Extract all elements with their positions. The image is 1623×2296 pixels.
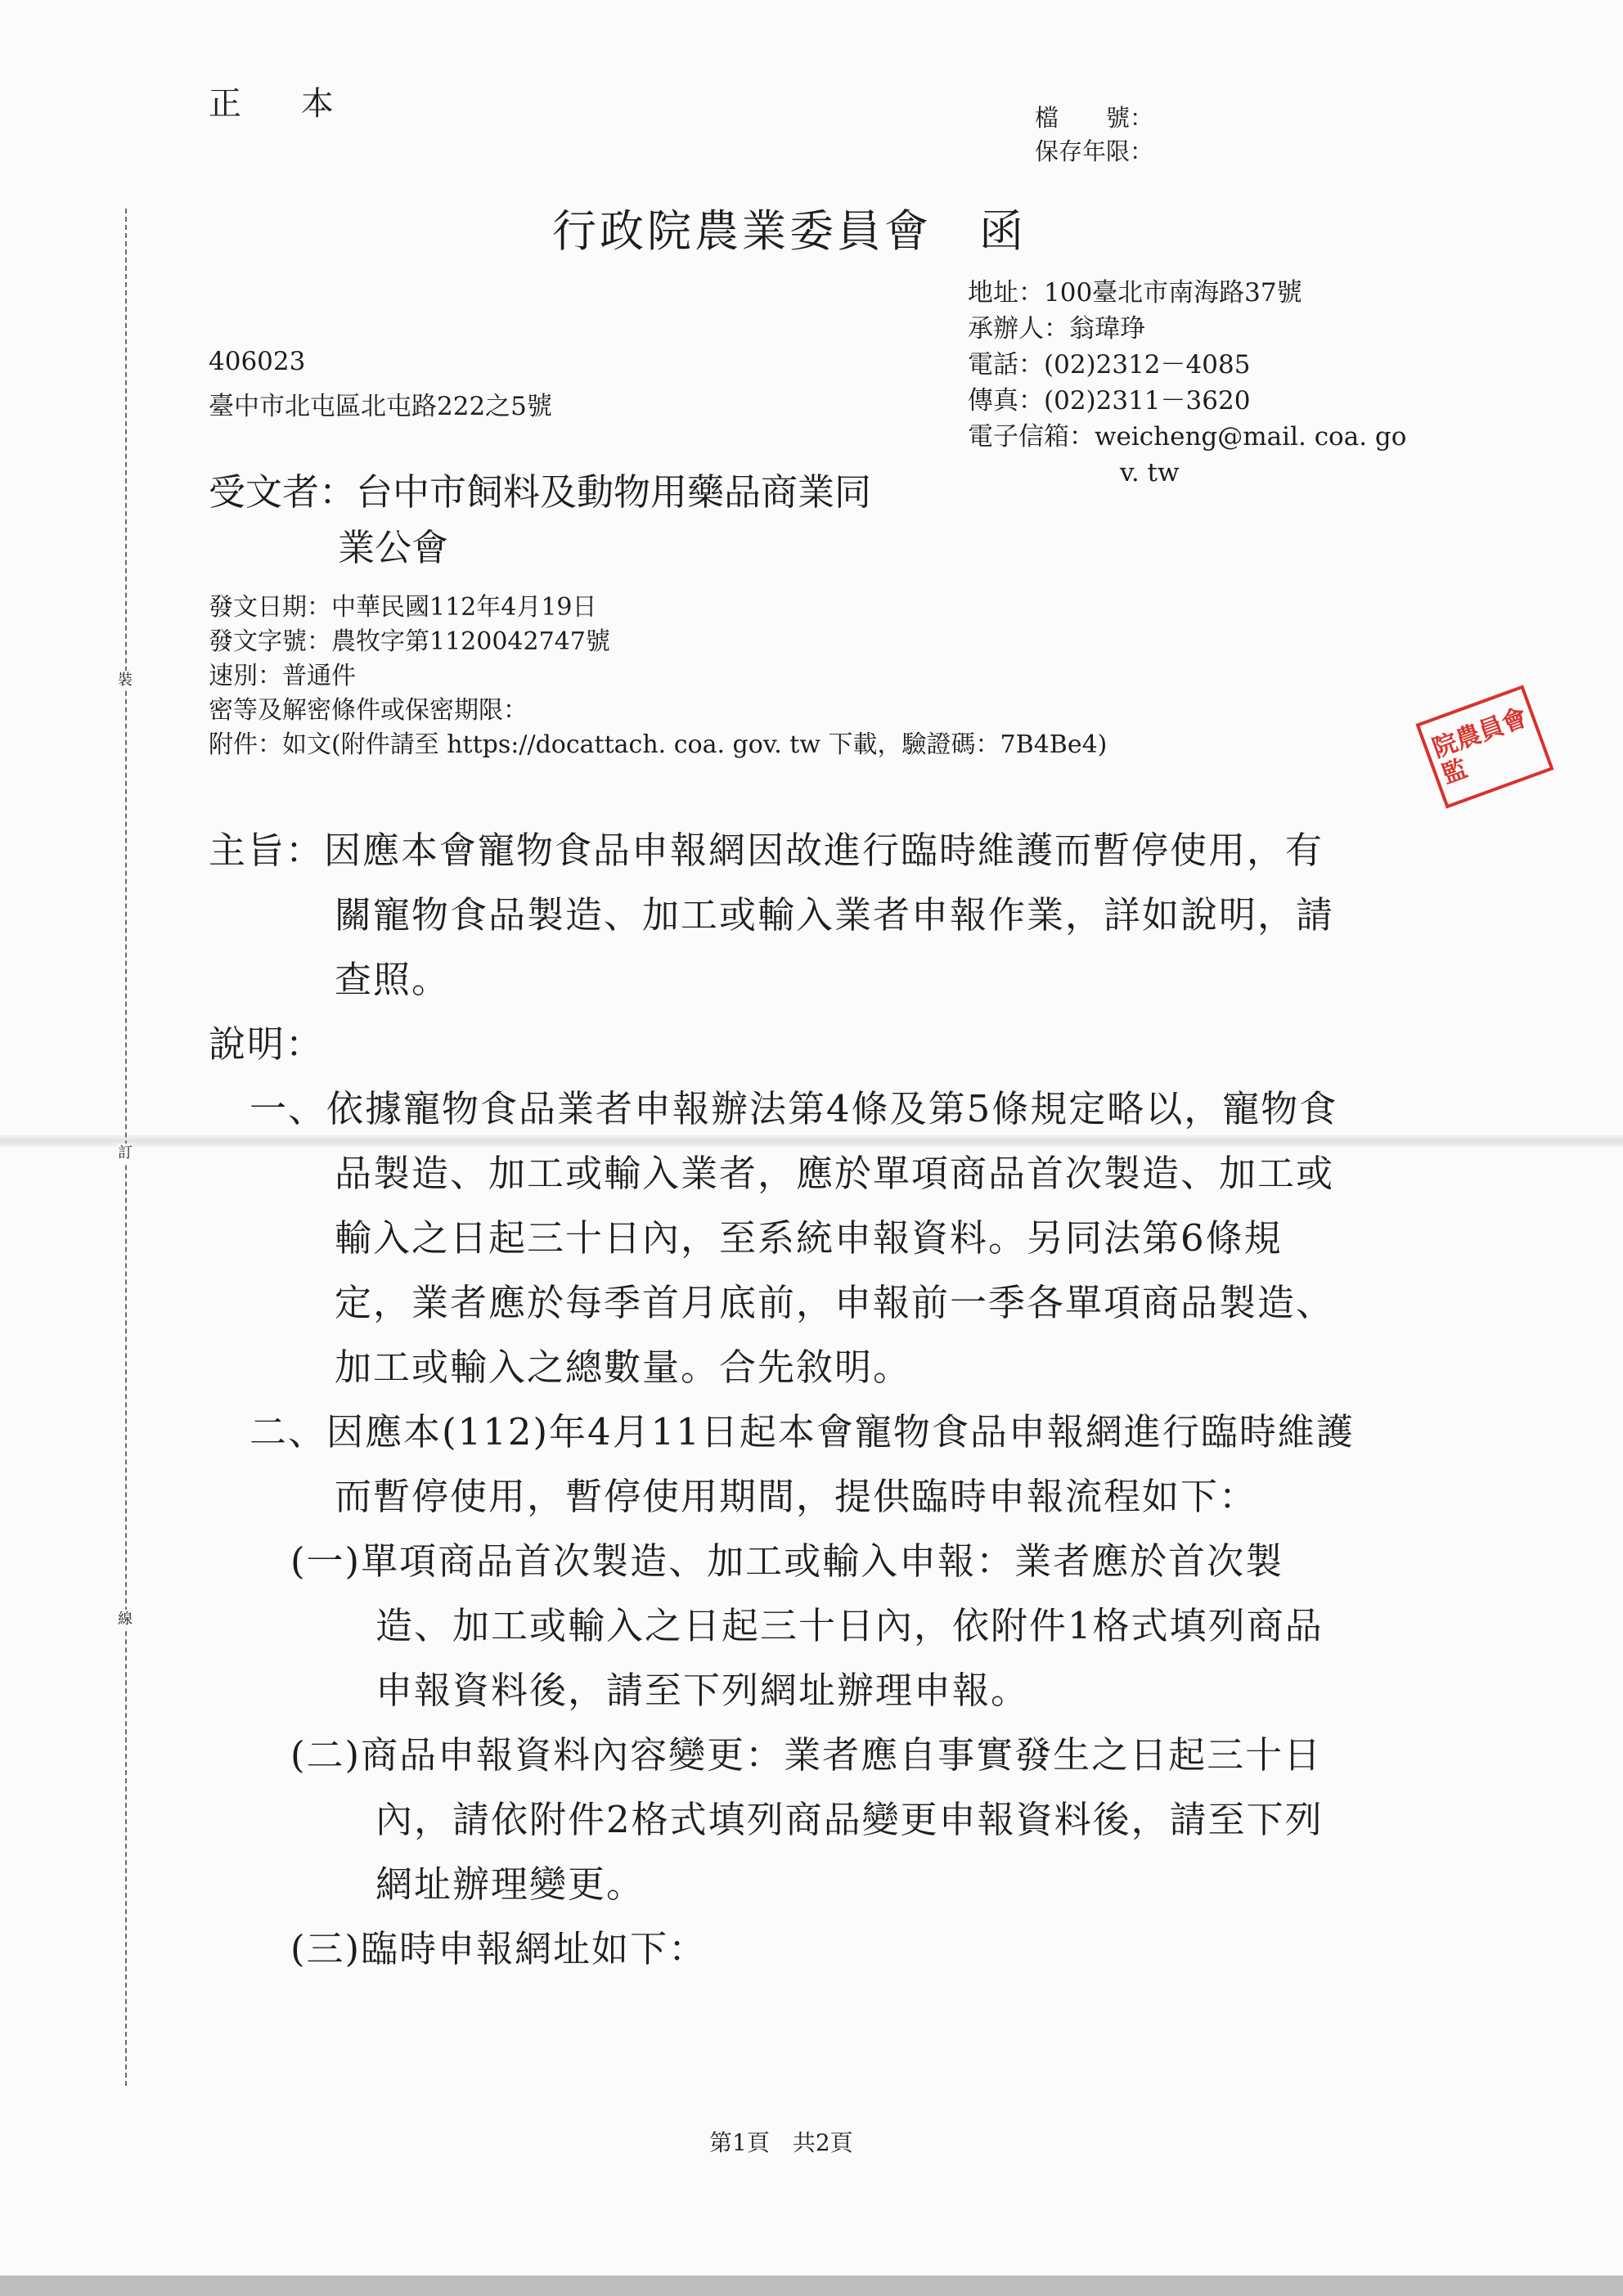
scan-edge	[0, 2276, 1623, 2296]
body-line: 品製造、加工或輸入業者，應於單項商品首次製造、加工或	[335, 1152, 1335, 1195]
sender-officer: 承辦人：翁瑋琤	[968, 314, 1145, 344]
binding-mark-xian: 線	[118, 1611, 133, 1628]
retention-label: 保存年限：	[1035, 137, 1154, 165]
body-line: 造、加工或輸入之日起三十日內，依附件1格式填列商品	[375, 1604, 1324, 1647]
recipient-line-2: 業公會	[338, 526, 449, 569]
body-line: 加工或輸入之總數量。合先敘明。	[335, 1346, 912, 1389]
recipient-postal: 406023	[209, 347, 306, 376]
body-line: 關寵物食品製造、加工或輸入業者申報作業，詳如說明，請	[335, 893, 1335, 937]
body-line: 一、依據寵物食品業者申報辦法第4條及第5條規定略以，寵物食	[250, 1087, 1338, 1130]
meta-block	[209, 591, 1107, 762]
delivery-speed: 速別：普通件	[209, 662, 356, 690]
body-line: 定，業者應於每季首月底前，申報前一季各單項商品製造、	[335, 1281, 1335, 1324]
issue-date: 發文日期：中華民國112年4月19日	[209, 593, 597, 622]
subject-line: 主旨：因應本會寵物食品申報網因故進行臨時維護而暫停使用，有	[209, 829, 1324, 872]
sender-address: 地址：100臺北市南海路37號	[968, 278, 1302, 308]
secrecy-level: 密等及解密條件或保密期限：	[209, 696, 528, 725]
recipient-address: 臺中市北屯區北屯路222之5號	[209, 392, 552, 421]
explanation-heading: 說明：	[209, 1022, 325, 1066]
page-number: 第1頁 共2頁	[709, 2129, 853, 2156]
body-line: 申報資料後，請至下列網址辦理申報。	[375, 1669, 1030, 1712]
body-line: 輸入之日起三十日內，至系統申報資料。另同法第6條規	[335, 1216, 1283, 1260]
document-title: 行政院農業委員會 函	[552, 205, 1027, 257]
sender-email: 電子信箱：weicheng@mail. coa. go	[968, 422, 1407, 452]
sender-email-cont: v. tw	[1120, 458, 1180, 488]
body-line: 查照。	[335, 958, 451, 1001]
binding-mark-zhuang: 裝	[118, 672, 133, 689]
file-number-label: 檔 號：	[1035, 104, 1154, 132]
body-line: 而暫停使用，暫停使用期間，提供臨時申報流程如下：	[335, 1475, 1258, 1518]
body-line: (二)商品申報資料內容變更：業者應自事實發生之日起三十日	[290, 1733, 1323, 1777]
attachment-info: 附件：如文(附件請至 https://docattach. coa. gov. tw 下載，驗證碼：7B4Be4)	[209, 730, 1108, 759]
sender-phone: 電話：(02)2312－4085	[968, 350, 1251, 380]
sender-fax: 傳真：(02)2311－3620	[968, 386, 1251, 416]
body-line: 內，請依附件2格式填列商品變更申報資料後，請至下列	[375, 1798, 1324, 1841]
body-line: (三)臨時申報網址如下：	[290, 1927, 708, 1970]
body-line: (一)單項商品首次製造、加工或輸入申報：業者應於首次製	[290, 1539, 1284, 1583]
copy-label: 正 本	[209, 85, 358, 123]
recipient-line-1: 受文者：台中市飼料及動物用藥品商業同	[209, 470, 872, 514]
document-number: 發文字號：農牧字第1120042747號	[209, 627, 610, 656]
official-seal: 院農員會監	[1415, 685, 1553, 808]
binding-mark-ding: 訂	[118, 1144, 133, 1161]
body-line: 網址辦理變更。	[375, 1862, 645, 1906]
sender-block	[968, 275, 1406, 491]
body-line: 二、因應本(112)年4月11日起本會寵物食品申報網進行臨時維護	[250, 1410, 1355, 1454]
